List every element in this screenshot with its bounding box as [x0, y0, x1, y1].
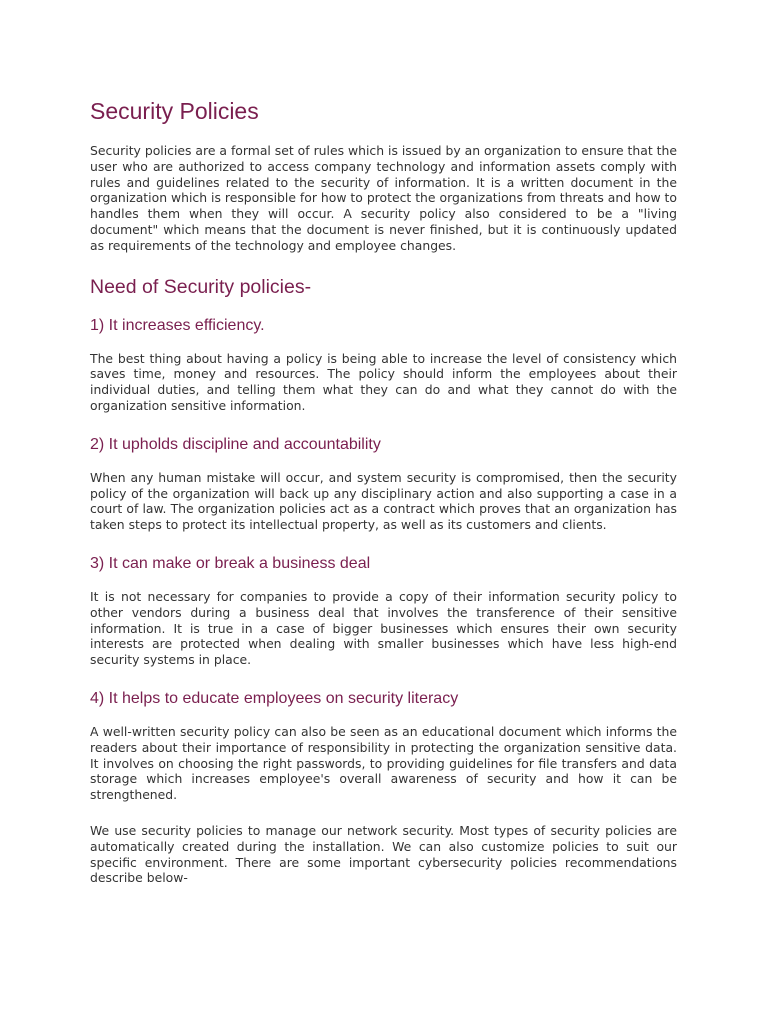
- paragraph-business-deal: It is not necessary for companies to provide a copy of their information security policy to other vendors during a business deal that involves the transference of their sensitive information. It is true in a case of bigger businesses which ensures their own security interests are protected when dealing with smaller businesses which have less high-end security systems in place.: [90, 588, 677, 668]
- closing-paragraph: We use security policies to manage our network security. Most types of security policies are automatically created during the installation. We can also customize policies to suit our specific environment. There are some important cybersecurity policies recommendations describe below-: [90, 822, 677, 886]
- paragraph-discipline: When any human mistake will occur, and system security is compromised, then the security policy of the organization will back up any disciplinary action and also supporting a case in a court of law. The organization policies act as a contract which proves that an organization has taken steps to protect its intellectual property, as well as its customers and clients.: [90, 469, 677, 533]
- page-title: Security Policies: [90, 98, 259, 124]
- intro-paragraph: Security policies are a formal set of rules which is issued by an organization to ensure that the user who are authorized to access company technology and information assets comply with rules and guidelines related to the security of information. It is a written document in the organization which is responsible for how to protect the organizations from threats and how to handles them when they will occur. A security policy also considered to be a "living document" which means that the document is never finished, but it is continuously updated as requirements of the technology and employee changes.: [90, 143, 677, 253]
- subheading-business-deal: 3) It can make or break a business deal: [90, 554, 371, 572]
- subheading-educate: 4) It helps to educate employees on security literacy: [90, 689, 459, 707]
- subheading-discipline: 2) It upholds discipline and accountability: [90, 435, 381, 453]
- subheading-efficiency: 1) It increases efficiency.: [90, 316, 265, 334]
- paragraph-educate: A well-written security policy can also be seen as an educational document which informs the readers about their importance of responsibility in protecting the organization sensitive data. It involves on choosing the right passwords, to providing guidelines for file transfers and data storage which increases employee's overall awareness of security and how it can be strengthened.: [90, 723, 677, 803]
- section-heading-need: Need of Security policies-: [90, 275, 312, 298]
- document-page: [90, 96, 677, 886]
- paragraph-efficiency: The best thing about having a policy is being able to increase the level of consistency which saves time, money and resources. The policy should inform the employees about their individual duties, and telling them what they can do and what they cannot do with the organization sensitive information.: [90, 350, 677, 413]
